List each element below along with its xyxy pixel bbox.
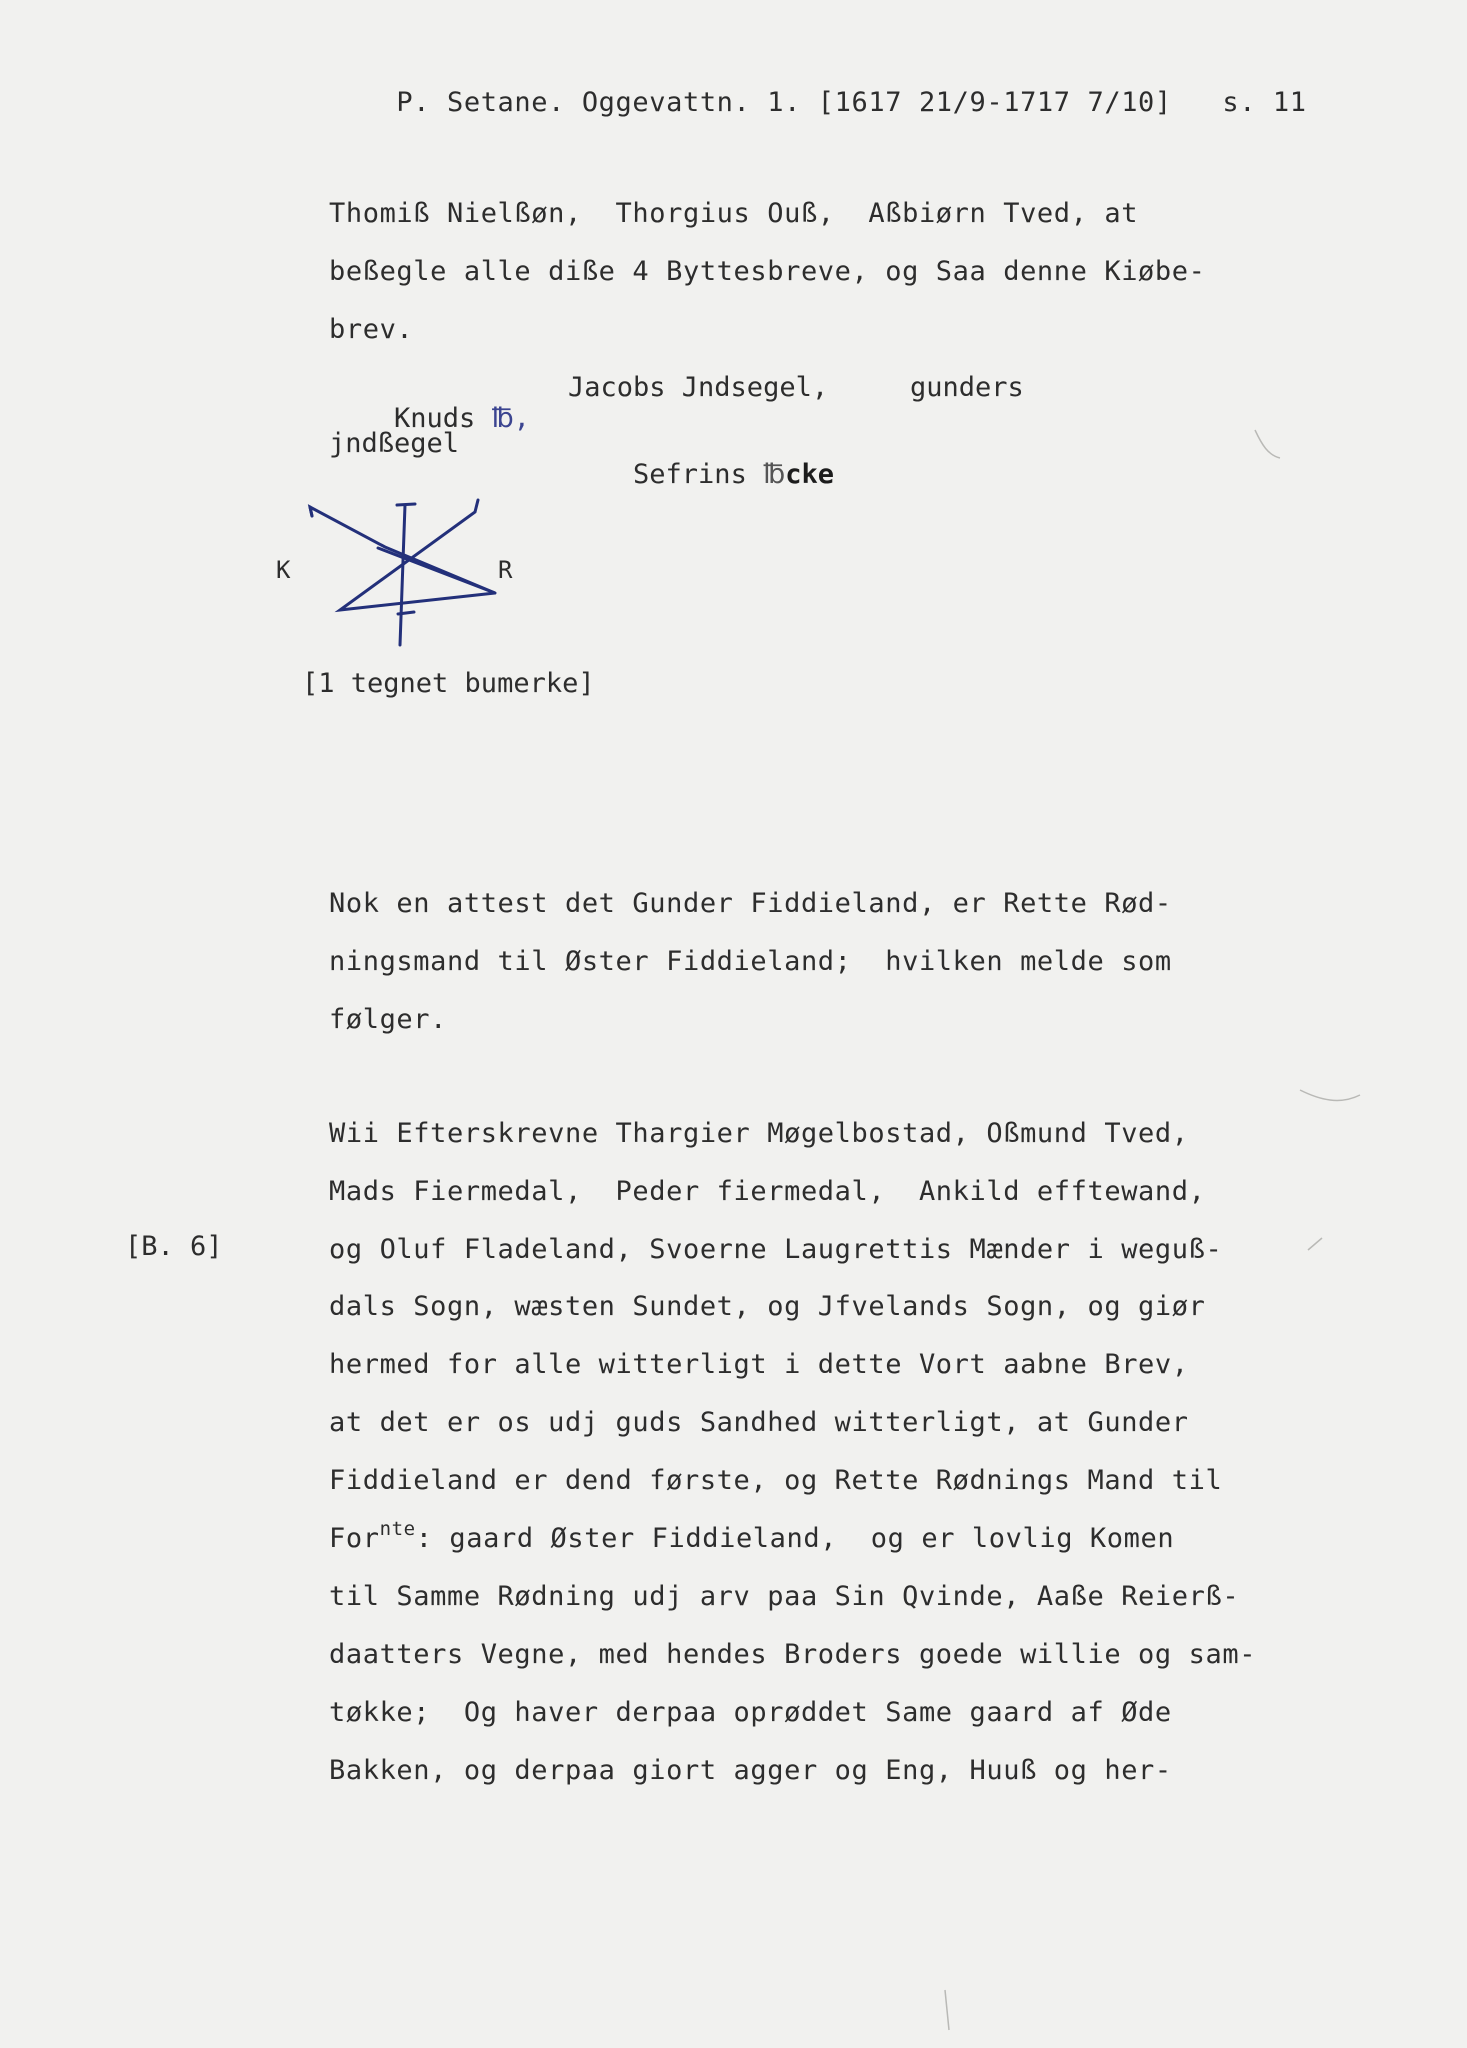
- text-line: ningsmand til Øster Fiddieland; hvilken melde som: [329, 946, 1172, 977]
- seal-mark: ℔,: [491, 403, 530, 434]
- mark-letter-r: R: [498, 556, 513, 584]
- seal-mark: ℔: [763, 459, 786, 490]
- text-line: følger.: [329, 1004, 447, 1035]
- text-line: beßegle alle diße 4 Byttesbreve, og Saa denne Kiøbe-: [329, 256, 1206, 287]
- mark-caption: [1 tegnet bumerke]: [302, 668, 595, 699]
- text-line: brev.: [329, 314, 414, 345]
- text-line: og Oluf Fladeland, Svoerne Laugrettis Mænder i weguß-: [329, 1234, 1223, 1265]
- text-line: Mads Fiermedal, Peder fiermedal, Ankild efftewand,: [329, 1176, 1206, 1207]
- seal-gunders: gunders: [910, 372, 1024, 403]
- text-line: hermed for alle witterligt i dette Vort aabne Brev,: [329, 1349, 1189, 1380]
- seal-sefrins: Sefrins ℔cke: [633, 459, 834, 490]
- text-line: dals Sogn, wæsten Sundet, og Jfvelands Sogn, og giør: [329, 1291, 1206, 1322]
- page-number: s. 11: [1222, 87, 1307, 118]
- text-line: tøkke; Og haver derpaa oprøddet Same gaard af Øde: [329, 1697, 1172, 1728]
- text-line: Thomiß Nielßøn, Thorgius Ouß, Aßbiørn Tved, at: [329, 198, 1139, 229]
- header-title: P. Setane. Oggevattn. 1. [1617 21/9-1717 7/10]: [396, 87, 1172, 118]
- seal-knuds: Knuds ℔,: [394, 403, 530, 434]
- text-line: Fiddieland er dend første, og Rette Rødnings Mand til: [329, 1465, 1223, 1496]
- text-line: For$^{nte}$: gaard Øster Fiddieland, og er lovlig Komen: [329, 1518, 1175, 1554]
- mark-letter-k: K: [276, 556, 291, 584]
- text-line: Bakken, og derpaa giort agger og Eng, Huuß og her-: [329, 1755, 1172, 1786]
- superscript: nte: [379, 1518, 416, 1540]
- text-line: Nok en attest det Gunder Fiddieland, er Rette Rød-: [329, 888, 1172, 919]
- text-line: til Samme Rødning udj arv paa Sin Qvinde, Aaße Reierß-: [329, 1581, 1240, 1612]
- seal-jndsegel: jndßegel: [329, 428, 460, 459]
- margin-reference: [B. 6]: [125, 1231, 223, 1262]
- seal-jacobs: Jacobs Jndsegel,: [568, 372, 829, 403]
- text-line: daatters Vegne, med hendes Broders goede willie og sam-: [329, 1639, 1257, 1670]
- text-line: at det er os udj guds Sandhed witterligt, at Gunder: [329, 1407, 1189, 1438]
- text-line: Wii Efterskrevne Thargier Møgelbostad, Oßmund Tved,: [329, 1118, 1189, 1149]
